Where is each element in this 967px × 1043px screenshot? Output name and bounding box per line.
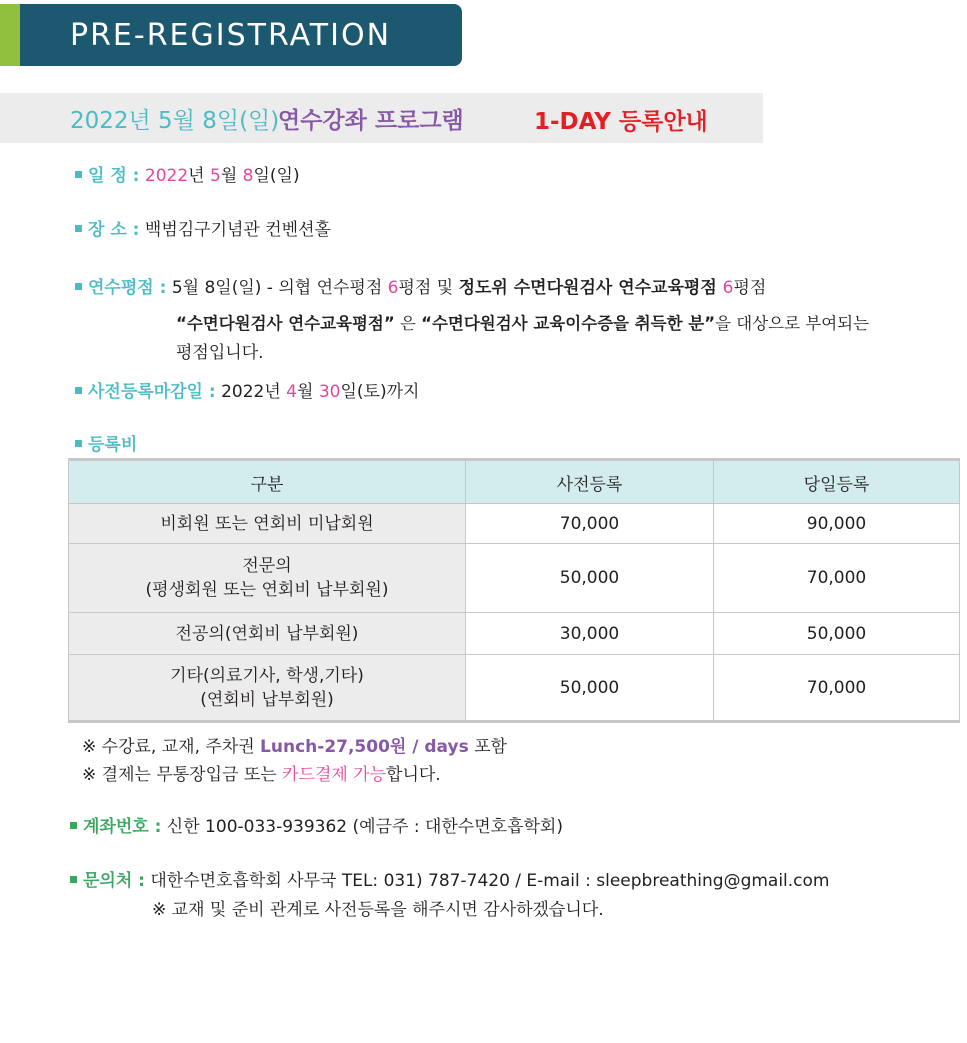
schedule-text: 년 [188,166,210,186]
table-header: 구분 [69,460,466,504]
deadline-text: 일(토)까지 [340,382,420,402]
schedule-label: 일 정 : [88,166,140,186]
bullet-icon [75,387,82,394]
table-cell-category [69,655,466,722]
deadline-label: 사전등록마감일 : [88,382,216,402]
contact-row [70,866,830,891]
account-row [70,812,563,837]
schedule-year: 2022 [144,166,189,186]
venue-label: 장 소 : [88,220,140,240]
fee-note-2 [82,760,441,785]
table-cell-category [69,504,466,544]
note-text: 포함 [468,737,507,757]
table-cell-onsite: 90,000 [714,504,960,544]
deadline-text: 월 [297,382,319,402]
bullet-icon [75,440,82,447]
table-row [69,613,960,655]
credits-text: 5월 8일(일) - 의협 연수평점 [171,278,388,298]
note-text: ※ 결제는 무통장입금 또는 [82,765,283,785]
table-cell-onsite: 70,000 [714,544,960,613]
credits-number: 6 [722,278,734,298]
program-name: 연수강좌 프로그램 [278,108,464,134]
account-label: 계좌번호 : [83,817,162,837]
credits-text: 평점 및 [398,278,459,298]
table-header: 당일등록 [714,460,960,504]
page-title: PRE-REGISTRATION [70,18,392,53]
category-subtext: (연회비 납부회원) [200,689,334,710]
venue-value: 백범김구기념관 컨벤션홀 [144,220,331,240]
category-text: 전공의(연회비 납부회원) [175,623,359,644]
credits-text: 정도위 수면다원검사 연수교육평점 [458,278,723,298]
credits-label: 연수평점 : [88,278,167,298]
bullet-icon [75,225,82,232]
schedule-text: 일(일) [253,166,300,186]
schedule-day: 8 [242,166,254,186]
table-row [69,544,960,613]
category-text: 기타(의료기사, 학생,기타) [170,665,364,686]
table-row [69,504,960,544]
schedule-text: 월 [220,166,243,186]
credits-text: 은 [394,314,422,333]
program-subheader [0,93,763,143]
credits-text: 평점 [733,278,767,298]
table-header: 사전등록 [466,460,714,504]
banner-accent [0,4,20,66]
contact-value: 대한수면호흡학회 사무국 TEL: 031) 787-7420 / E-mail : sleepbreathing@gmail.com [144,871,830,891]
table-cell-category [69,613,466,655]
note-text: ※ 수강료, 교재, 주차권 [82,737,261,757]
deadline-month: 4 [286,382,297,402]
credits-line3: 평점입니다. [176,343,264,363]
deadline-day: 30 [318,382,341,402]
credits-row [75,273,766,298]
account-value: 신한 100-033-939362 (예금주 : 대한수면호흡학회) [161,817,563,837]
credits-line2 [176,310,869,334]
credits-text: 을 대상으로 부여되는 [715,314,870,333]
bullet-icon [75,171,82,178]
deadline-row [75,377,419,402]
title-banner [0,4,462,66]
schedule-month: 5 [209,166,221,186]
table-header-row [69,460,960,504]
bullet-icon [70,822,77,829]
table-row [69,655,960,722]
oneday-notice: 1-DAY 등록안내 [534,109,708,135]
program-date: 2022년 5월 8일(일) [70,108,280,134]
contact-note: ※ 교재 및 준비 관계로 사전등록을 해주시면 감사하겠습니다. [152,900,604,920]
lunch-price: Lunch-27,500원 / days [260,737,469,757]
category-text: 비회원 또는 연회비 미납회원 [160,513,374,534]
fee-heading [75,430,137,455]
category-text: 전문의 [242,556,292,576]
category-subtext: (평생회원 또는 연회비 납부회원) [145,580,389,600]
fee-note-1 [82,732,507,757]
card-payment-note: 카드결제 가능 [282,765,387,785]
table-cell-onsite: 50,000 [714,613,960,655]
fee-table [68,458,960,723]
contact-label: 문의처 : [83,871,145,891]
table-cell-category [69,544,466,613]
schedule-row [75,161,300,186]
note-text: 합니다. [386,765,441,785]
venue-row [75,215,331,240]
table-cell-pre: 30,000 [466,613,714,655]
bullet-icon [75,283,82,290]
credits-text: “수면다원검사 연수교육평점” [176,314,395,333]
table-cell-pre: 50,000 [466,655,714,722]
credits-text: “수면다원검사 교육이수증을 취득한 분” [421,314,716,333]
deadline-text: 2022년 [215,382,287,402]
credits-number: 6 [387,278,399,298]
fee-label: 등록비 [88,435,138,455]
table-cell-onsite: 70,000 [714,655,960,722]
table-cell-pre: 50,000 [466,544,714,613]
bullet-icon [70,876,77,883]
table-cell-pre: 70,000 [466,504,714,544]
